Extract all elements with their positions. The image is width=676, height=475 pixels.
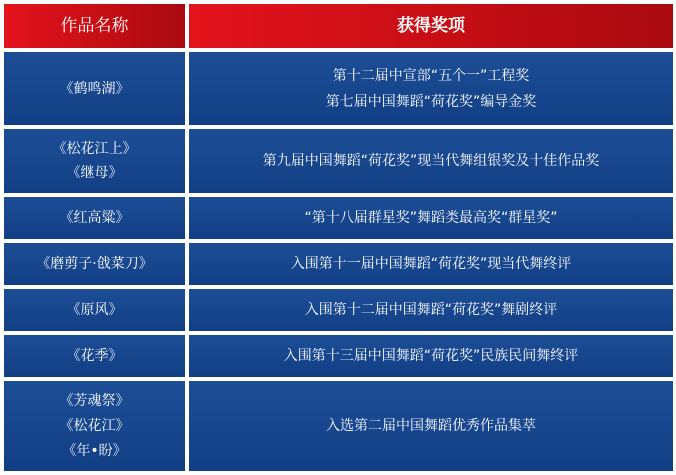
award-text: 第七届中国舞蹈“荷花奖”编导金奖 [325, 93, 537, 110]
work-title: 《鹤鸣湖》 [59, 80, 130, 97]
work-title: 《年•盼》 [62, 443, 127, 459]
table-row-1-work [4, 52, 185, 125]
award-text: 入围第十一届中国舞蹈“荷花奖”现当代舞终评 [290, 256, 572, 272]
table-row-3-award [189, 197, 673, 239]
award-text: 第十二届中宣部“五个一”工程奖 [332, 67, 530, 84]
work-title: 《原风》 [66, 302, 123, 318]
table-row-4-work [4, 243, 185, 285]
work-title: 《芳魂祭》 [59, 393, 130, 409]
table-row-6-award [189, 335, 673, 377]
work-title: 《磨剪子·戗菜刀》 [36, 256, 153, 272]
table-row-2-award [189, 129, 673, 193]
table-row-6-work [4, 335, 185, 377]
work-title: 《红高粱》 [59, 210, 130, 226]
header-work-name-label: 作品名称 [60, 15, 129, 36]
table-row-2-work [4, 129, 185, 193]
award-text: 第九届中国舞蹈“荷花奖”现当代舞组银奖及十佳作品奖 [262, 153, 600, 169]
award-text: 入围第十二届中国舞蹈“荷花奖”舞剧终评 [304, 302, 558, 318]
table-row-4-award [189, 243, 673, 285]
table-row-7-award [189, 381, 673, 471]
work-title: 《松花江上》 [52, 141, 137, 157]
award-text: 入选第二届中国舞蹈优秀作品集萃 [326, 418, 536, 434]
table-row-7-work [4, 381, 185, 471]
work-title: 《继母》 [66, 165, 123, 181]
work-title: 《花季》 [66, 348, 123, 364]
table-row-5-award [189, 289, 673, 331]
header-award [189, 4, 673, 48]
award-text: 入围第十三届中国舞蹈“荷花奖”民族民间舞终评 [283, 348, 579, 364]
header-award-label: 获得奖项 [397, 15, 465, 36]
table-row-1-award [189, 52, 673, 125]
table-row-3-work [4, 197, 185, 239]
award-text: “第十八届群星奖”舞蹈类最高奖“群星奖” [304, 210, 558, 226]
work-title: 《松花江》 [59, 418, 130, 434]
table-row-5-work [4, 289, 185, 331]
header-work-name [4, 4, 185, 48]
